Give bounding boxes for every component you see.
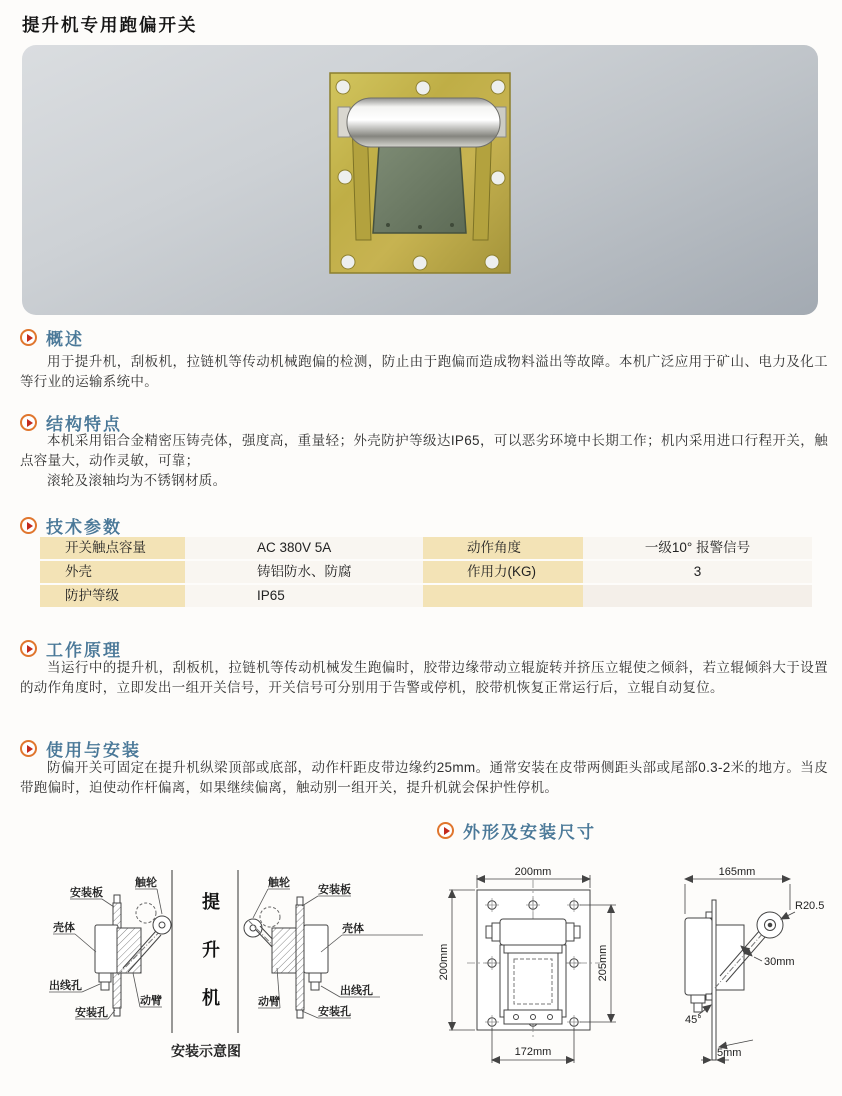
page-title: 提升机专用跑偏开关	[22, 15, 198, 35]
label-mount-hole: 安装孔	[75, 1007, 108, 1019]
play-icon	[20, 740, 37, 757]
parameters-heading: 技术参数	[46, 518, 122, 537]
schematic-right-view	[244, 897, 328, 1018]
param-value: 铸铝防水、防腐	[185, 561, 423, 583]
dim-width-top: 200mm	[514, 866, 552, 878]
front-view-dimensions	[437, 862, 647, 1074]
front-device	[486, 919, 580, 1024]
param-label: 作用力(KG)	[423, 561, 583, 583]
principle-heading: 工作原理	[46, 641, 122, 660]
overview-heading: 概述	[46, 330, 84, 349]
param-value: 3	[583, 561, 812, 583]
param-value	[583, 585, 812, 607]
label-housing: 壳体	[53, 922, 75, 934]
label-arm: 动臂	[258, 996, 280, 1008]
dim-arm-width: 30mm	[764, 956, 795, 968]
product-photo-drawing	[22, 45, 818, 315]
roller	[338, 98, 506, 147]
features-text-1: 本机采用铝合金精密压铸壳体，强度高，重量轻；外壳防护等级达IP65，可以恶劣环境中长期工作；机内采用进口行程开关，触点容量大，动作灵敏，可靠；	[20, 433, 828, 468]
installation-text: 防偏开关可固定在提升机纵梁顶部或底部，动作杆距皮带边缘约25mm。通常安装在皮带两侧距头部或尾部0.3-2米的地方。当皮带跑偏时，迫使动作杆偏离，如果继续偏离，触动别一组开关，提升机就会保护性停机。	[20, 760, 828, 795]
param-label: 开关触点容量	[40, 537, 185, 559]
side-view-dimensions	[653, 862, 842, 1074]
label-mount-plate: 安装板	[318, 884, 351, 896]
param-label: 防护等级	[40, 585, 185, 607]
play-icon	[20, 329, 37, 346]
installation-schematic	[35, 858, 435, 1070]
dim-height-left: 200mm	[438, 943, 450, 981]
switch-body	[373, 145, 466, 233]
product-photo	[22, 45, 818, 315]
param-label	[423, 585, 583, 607]
features-heading: 结构特点	[46, 415, 122, 434]
overview-text: 用于提升机，刮板机，拉链机等传动机械跑偏的检测，防止由于跑偏而造成物料溢出等故障。本机广泛应用于矿山、电力及化工等行业的运输系统中。	[20, 354, 828, 389]
label-mount-hole: 安装孔	[318, 1006, 351, 1018]
play-icon	[20, 517, 37, 534]
param-label: 外壳	[40, 561, 185, 583]
param-value: IP65	[185, 585, 423, 607]
play-icon	[20, 414, 37, 431]
section-dimensions	[437, 818, 677, 843]
overview-header	[20, 325, 830, 350]
dim-width-bottom: 172mm	[514, 1046, 552, 1058]
parameters-table	[40, 537, 812, 607]
dim-side-width: 165mm	[718, 866, 756, 878]
dim-height-right: 205mm	[597, 944, 609, 982]
label-roller: 触轮	[135, 877, 157, 889]
param-value: AC 380V 5A	[185, 537, 423, 559]
param-label: 动作角度	[423, 537, 583, 559]
play-icon	[437, 822, 454, 839]
schematic-caption: 安装示意图	[171, 1043, 241, 1059]
label-arm: 动臂	[140, 995, 162, 1007]
section-overview	[20, 325, 830, 350]
features-text-2: 滚轮及滚轴均为不锈钢材质。	[47, 473, 227, 488]
principle-text: 当运行中的提升机，刮板机，拉链机等传动机械发生跑偏时，胶带边缘带动立辊旋转并挤压立辊使之倾斜，若立辊倾斜大于设置的动作角度时，立即发出一组开关信号，开关信号可分别用于告警或停机，胶带机恢复正常运行后，立辊自动复位。	[20, 660, 828, 695]
parameters-header	[20, 513, 830, 538]
dim-plate-thickness: 5mm	[717, 1047, 742, 1059]
installation-heading: 使用与安装	[46, 741, 141, 760]
label-mount-plate: 安装板	[70, 887, 103, 899]
dimensions-heading: 外形及安装尺寸	[463, 823, 596, 842]
param-value: 一级10° 报警信号	[583, 537, 812, 559]
label-housing: 壳体	[342, 923, 364, 935]
dimensions-header	[437, 818, 677, 843]
dim-roller-radius: R20.5	[795, 900, 825, 912]
label-wire-hole: 出线孔	[340, 985, 373, 997]
section-parameters	[20, 513, 830, 538]
label-wire-hole: 出线孔	[49, 980, 82, 992]
side-device	[685, 900, 783, 1060]
play-icon	[20, 640, 37, 657]
label-roller: 触轮	[268, 877, 290, 889]
dim-angle: 45°	[685, 1014, 702, 1026]
machine-vertical-label: 提升机	[200, 892, 220, 1036]
